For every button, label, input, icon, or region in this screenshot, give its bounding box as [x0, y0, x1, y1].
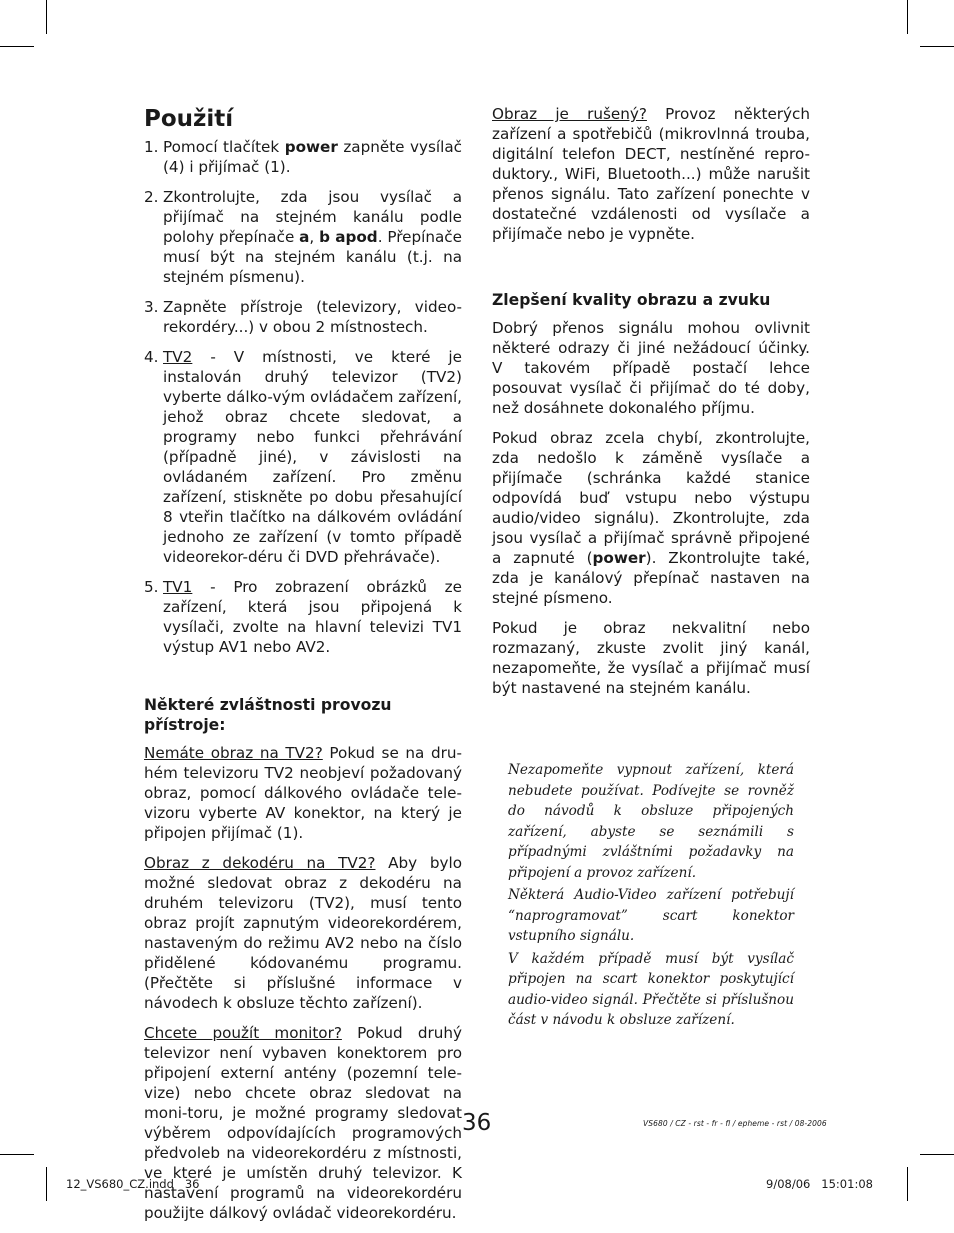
paragraph-text: ). Zkontrolujte také, zda je kanálový přepínač nastaven na stejné písmeno.	[492, 549, 810, 607]
list-item	[144, 297, 462, 337]
paragraph-lead: Obraz je rušený?	[492, 105, 647, 123]
step-text: Pomocí tlačítek	[163, 138, 285, 156]
list-item	[144, 577, 462, 657]
crop-mark	[920, 1154, 954, 1155]
paragraph: Pokud je obraz nekvalitní nebo rozmazaný, zkuste zvolit jiný kanál, nezapomeňte, že vysílač a přijímač musí být nastavené na stejném kanálu.	[492, 619, 810, 697]
crop-mark	[46, 1167, 47, 1201]
paragraph-lead: Nemáte obraz na TV2?	[144, 744, 323, 762]
list-item	[144, 187, 462, 287]
note-box	[508, 760, 794, 1033]
step-text: ,	[309, 228, 320, 246]
step-number: 4.	[144, 348, 159, 366]
right-column	[492, 104, 810, 708]
crop-mark	[0, 46, 34, 47]
note-paragraph: V každém případě musí být vysílač připojen na scart konektor poskytující audio-video signál. Přečtěte si příslušnou část v návodu k obsluze zařízení.	[508, 950, 794, 1028]
step-number: 1.	[144, 138, 159, 156]
paragraph	[144, 743, 462, 843]
crop-mark	[907, 0, 908, 34]
document-code: VS680 / CZ - rst - fr - fl / epheme - rst / 08-2006	[643, 1119, 827, 1128]
step-text: - Pro zobrazení obrázků ze zařízení, která jsou připojená k vysílači, zvolte na hlavní televizi TV1 výstup AV1 nebo AV2.	[163, 578, 462, 656]
paragraph-text: Pokud se na dru-hém televizoru TV2 neobjeví požadovaný obraz, pomocí dálkového ovládače tele-vizoru vyberte AV konektor, na který je připojen přijímač (1).	[144, 744, 462, 842]
paragraph-bold: power	[592, 549, 646, 567]
paragraph	[144, 853, 462, 1013]
step-text: . Přepínače musí být na stejném kanálu (t.j. na stejném písmenu).	[163, 228, 462, 286]
paragraph-text: Aby bylo možné sledovat obraz z dekodéru na druhém televizoru (TV2), musí tento obraz projít zapnutým videorekordérem, nastaveným do režimu AV2 nebo na číslo přidělené kódovanému programu. (Přečtěte si příslušné informace v návodech k obsluze těchto zařízení).	[144, 854, 462, 1012]
step-label: TV1	[163, 578, 193, 596]
paragraph-text: Pokud druhý televizor není vybaven konektorem pro připojení externí antény (pozemní tele-vize) nebo chcete obraz sledovat na moni-toru, je možné programy sledovat výběrem odpovídajících programových předvoleb na videorekordéru z místnosti, ve které je umístěn druhý televizor. K nastavení programů na videorekordéru použijte dálkový ovládač videorekordéru.	[144, 1024, 462, 1222]
paragraph: Dobrý přenos signálu mohou ovlivnit některé odrazy či jiné nežádoucí účinky. V takovém případě postačí lehce posouvat vysílač či přijímač do té doby, než dosáhnete dokonalého příjmu.	[492, 319, 810, 417]
paragraph-lead: Obraz z dekodéru na TV2?	[144, 854, 376, 872]
paragraph	[144, 1023, 462, 1223]
step-label: TV2	[163, 348, 193, 366]
paragraph-text: Pokud obraz zcela chybí, zkontrolujte, zda nedošlo k záměně vysílače a přijímače (schránka každé stanice odpovídá buď vstupu nebo výstupu audio/video signálu). Zkontrolujte, zda jsou vysílač a přijímač správně připojené a zapnuté (	[492, 429, 810, 567]
crop-mark	[920, 46, 954, 47]
paragraph	[492, 104, 810, 244]
section-heading: Zlepšení kvality obrazu a zvuku	[492, 291, 771, 309]
step-bold: b apod	[319, 228, 378, 246]
step-number: 3.	[144, 298, 159, 316]
step-bold: a	[299, 228, 310, 246]
paragraph-text: Provoz některých zařízení a spotřebičů (mikrovlnná trouba, digitální telefon DECT, nestíněné repro-duktory., WiFi, Bluetooth...) může narušit přenos signálu. Tato zařízení ponechte v dostatečné vzdálenosti od vysílače a přijímače nebo je vypněte.	[492, 105, 810, 243]
step-text: zapněte vysílač (4) i přijímač (1).	[163, 138, 462, 176]
crop-mark	[907, 1167, 908, 1201]
note-paragraph: Nezapomeňte vypnout zařízení, která nebudete používat. Podívejte se rovněž do návodů k obsluze připojených zařízení, abyste se seznámili s případnými zvláštními požadavky na připojení a provoz zařízení.	[508, 762, 794, 881]
list-item	[144, 137, 462, 177]
step-number: 2.	[144, 188, 159, 206]
list-item	[144, 347, 462, 567]
crop-mark	[0, 1154, 34, 1155]
page-title: Použití	[144, 106, 234, 132]
footer-timestamp: 9/08/06 15:01:08	[766, 1177, 873, 1191]
section-heading: Některé zvláštnosti provozu přístroje:	[144, 696, 392, 734]
step-bold: power	[284, 138, 338, 156]
left-column	[144, 104, 462, 1233]
step-number: 5.	[144, 578, 159, 596]
footer-filename: 12_VS680_CZ.indd 36	[66, 1177, 200, 1191]
step-text: Zapněte přístroje (televizory, video-rekordéry...) v obou 2 místnostech.	[163, 298, 462, 336]
step-text: Zkontrolujte, zda jsou vysílač a přijímač na stejném kanálu podle polohy přepínače	[163, 188, 462, 246]
crop-mark	[46, 0, 47, 34]
step-text: - V místnosti, ve které je instalován druhý televizor (TV2) vyberte dálko-vým ovládačem zařízení, jehož obraz chcete sledovat, a programy nebo funkci přehrávání (případně jiné), v závislosti na ovládaném zařízení. Pro změnu zařízení, stiskněte po dobu přesahující 8 vteřin tlačítko na dálkovém ovládání jednoho ze zařízení (v tomto případě videorekor-déru či DVD přehrávače).	[163, 348, 462, 566]
paragraph-lead: Chcete použít monitor?	[144, 1024, 342, 1042]
page-number: 36	[462, 1110, 492, 1136]
steps-list	[144, 137, 462, 657]
note-paragraph: Některá Audio-Video zařízení potřebují “naprogramovat” scart konektor vstupního signálu.	[508, 887, 794, 944]
paragraph	[492, 428, 810, 608]
